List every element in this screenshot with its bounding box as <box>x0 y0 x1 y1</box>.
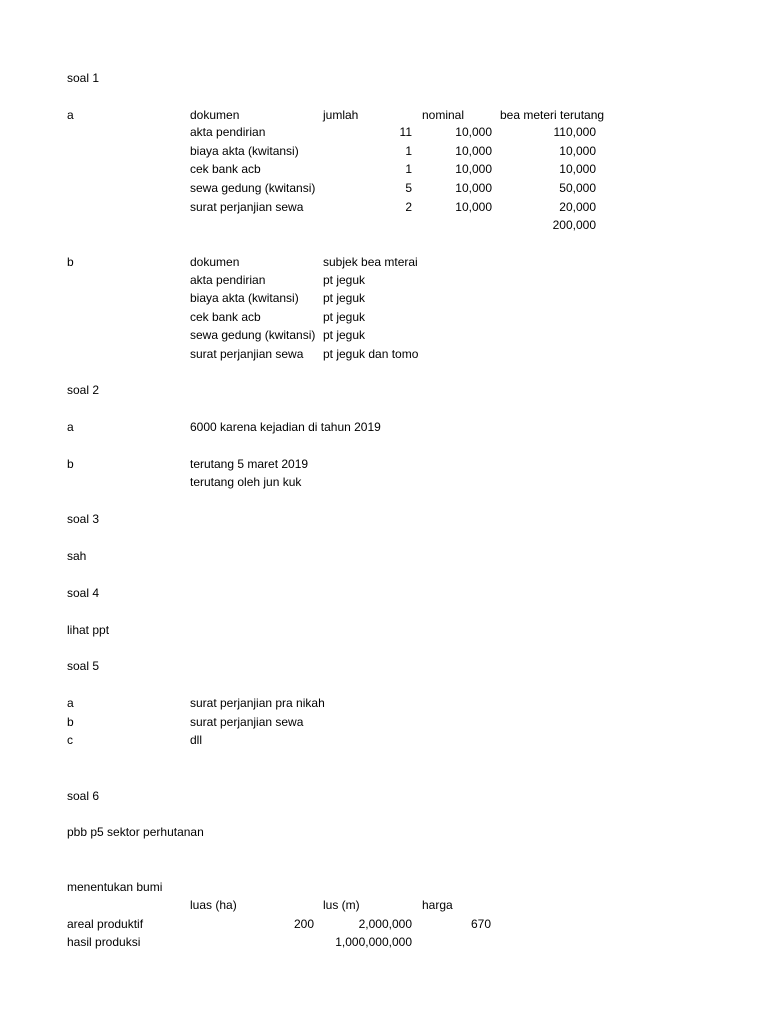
table-row-dokumen: cek bank acb <box>190 162 261 176</box>
table-row-jumlah: 1 <box>405 162 412 176</box>
table-row-dokumen: akta pendirian <box>190 273 266 287</box>
table-row-jumlah: 5 <box>405 181 412 195</box>
soal2-title: soal 2 <box>67 383 100 397</box>
soal2-a-label: a <box>67 420 74 434</box>
table-row-dokumen: biaya akta (kwitansi) <box>190 291 299 305</box>
list-item-text: surat perjanjian sewa <box>190 715 304 729</box>
soal2-b-line: terutang 5 maret 2019 <box>190 457 309 471</box>
table-row-dokumen: sewa gedung (kwitansi) <box>190 328 316 342</box>
table-row-bea: 10,000 <box>559 144 596 158</box>
soal1-title: soal 1 <box>67 71 100 85</box>
header-nominal: nominal <box>422 108 465 122</box>
table-row-bea: 20,000 <box>559 200 596 214</box>
list-item-text: dll <box>190 733 203 747</box>
table-row-nominal: 10,000 <box>455 162 492 176</box>
table-row-jumlah: 2 <box>405 200 412 214</box>
table-row-subjek: pt jeguk <box>323 310 366 324</box>
table-row-subjek: pt jeguk <box>323 273 366 287</box>
soal2-a-text: 6000 karena kejadian di tahun 2019 <box>190 420 381 434</box>
table-row-nominal: 10,000 <box>455 144 492 158</box>
header-subjek: subjek bea mterai <box>323 255 418 269</box>
table-row-subjek: pt jeguk dan tomo <box>323 347 419 361</box>
list-item-label: b <box>67 715 74 729</box>
soal6-title: soal 6 <box>67 789 100 803</box>
table-row-subjek: pt jeguk <box>323 328 366 342</box>
table-row-subjek: pt jeguk <box>323 291 366 305</box>
table-row-nominal: 10,000 <box>455 181 492 195</box>
table-row-jumlah: 1 <box>405 144 412 158</box>
list-item-label: c <box>67 733 73 747</box>
header-jumlah: jumlah <box>323 108 359 122</box>
header-dokumen: dokumen <box>190 255 240 269</box>
header-harga: harga <box>422 898 453 912</box>
soal1-b-label: b <box>67 255 74 269</box>
soal3-title: soal 3 <box>67 512 100 526</box>
hasil-label: hasil produksi <box>67 935 141 949</box>
soal1-a-label: a <box>67 108 74 122</box>
list-item-text: surat perjanjian pra nikah <box>190 696 325 710</box>
table-row-dokumen: surat perjanjian sewa <box>190 200 304 214</box>
areal-luas-ha: 200 <box>293 917 314 931</box>
soal2-b-line: terutang oleh jun kuk <box>190 475 302 489</box>
soal3-answer: sah <box>67 549 87 563</box>
table-row-jumlah: 11 <box>399 125 412 139</box>
table-row-nominal: 10,000 <box>455 200 492 214</box>
header-luas-m: lus (m) <box>323 898 360 912</box>
hasil-value: 1,000,000,000 <box>335 935 412 949</box>
soal4-title: soal 4 <box>67 586 100 600</box>
total-bea: 200,000 <box>552 218 596 232</box>
table-row-dokumen: cek bank acb <box>190 310 261 324</box>
header-bea: bea meteri terutang <box>500 108 605 122</box>
soal2-b-label: b <box>67 457 74 471</box>
header-dokumen: dokumen <box>190 108 240 122</box>
soal4-answer: lihat ppt <box>67 623 110 637</box>
header-luas-ha: luas (ha) <box>190 898 237 912</box>
table-row-bea: 10,000 <box>559 162 596 176</box>
list-item-label: a <box>67 696 74 710</box>
table-row-dokumen: sewa gedung (kwitansi) <box>190 181 316 195</box>
soal6-section: menentukan bumi <box>67 880 163 894</box>
table-row-bea: 50,000 <box>559 181 596 195</box>
areal-label: areal produktif <box>67 917 144 931</box>
table-row-nominal: 10,000 <box>455 125 492 139</box>
areal-harga: 670 <box>470 917 491 931</box>
table-row-dokumen: biaya akta (kwitansi) <box>190 144 299 158</box>
table-row-dokumen: surat perjanjian sewa <box>190 347 304 361</box>
table-row-dokumen: akta pendirian <box>190 125 266 139</box>
soal5-title: soal 5 <box>67 659 100 673</box>
areal-luas-m: 2,000,000 <box>358 917 412 931</box>
table-row-bea: 110,000 <box>553 125 596 139</box>
soal6-subtitle: pbb p5 sektor perhutanan <box>67 825 204 839</box>
